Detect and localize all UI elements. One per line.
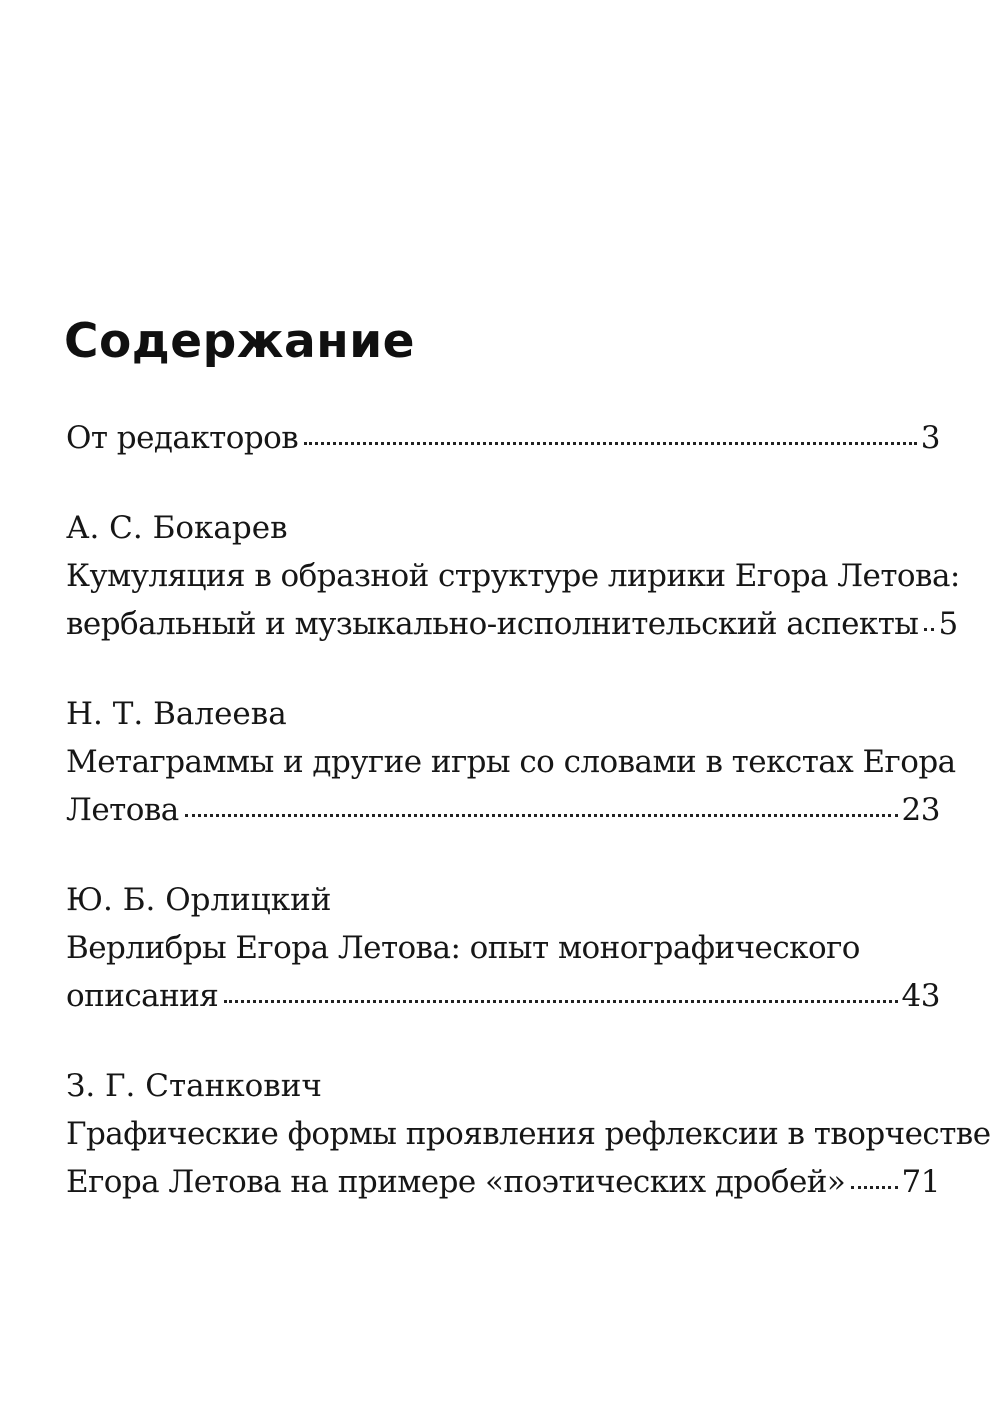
- toc-entry: [66, 504, 960, 648]
- dot-leader: [185, 812, 898, 817]
- page-number: 71: [901, 1164, 940, 1200]
- dot-leader: [851, 1184, 897, 1189]
- dot-leader: [304, 440, 917, 445]
- toc-entry-title-line: [66, 600, 958, 648]
- toc-entry: [66, 690, 956, 834]
- toc-entry-title-line: [66, 414, 940, 462]
- toc-entry-title-end: Егора Летова на примере «поэтических дробей»: [66, 1164, 846, 1200]
- toc-entry-author: А. С. Бокарев: [66, 510, 288, 546]
- toc-entry-title: Метаграммы и другие игры со словами в текстах Егора: [66, 744, 956, 780]
- page-number: 3: [920, 420, 940, 456]
- toc-entry-title: Графические формы проявления рефлексии в творчестве: [66, 1116, 991, 1152]
- toc-entry-title-line: [66, 1158, 940, 1206]
- toc-entry: [66, 1062, 991, 1206]
- toc-entry-title: Верлибры Егора Летова: опыт монографического: [66, 930, 860, 966]
- toc-entry-author: З. Г. Станкович: [66, 1068, 322, 1104]
- page-number: 5: [938, 606, 958, 642]
- toc-entry-title-end: Летова: [66, 792, 179, 828]
- toc-entry-title: Кумуляция в образной структуре лирики Егора Летова:: [66, 558, 960, 594]
- toc-entry-author: Ю. Б. Орлицкий: [66, 882, 332, 918]
- toc-entry-title-end: описания: [66, 978, 219, 1014]
- dot-leader: [224, 998, 897, 1003]
- toc-entry-title-line: [66, 786, 940, 834]
- page-number: 43: [901, 978, 940, 1014]
- page-title: Содержание: [64, 314, 416, 369]
- page-number: 23: [901, 792, 940, 828]
- toc-entry-title: От редакторов: [66, 420, 299, 456]
- toc-entry-title-end: вербальный и музыкально-исполнительский аспекты: [66, 606, 919, 642]
- toc-entry-title-line: [66, 972, 940, 1020]
- dot-leader: [924, 626, 934, 631]
- toc-entry-author: Н. Т. Валеева: [66, 696, 287, 732]
- toc-entry: [66, 414, 940, 462]
- toc-entry: [66, 876, 940, 1020]
- table-of-contents: [66, 414, 991, 1206]
